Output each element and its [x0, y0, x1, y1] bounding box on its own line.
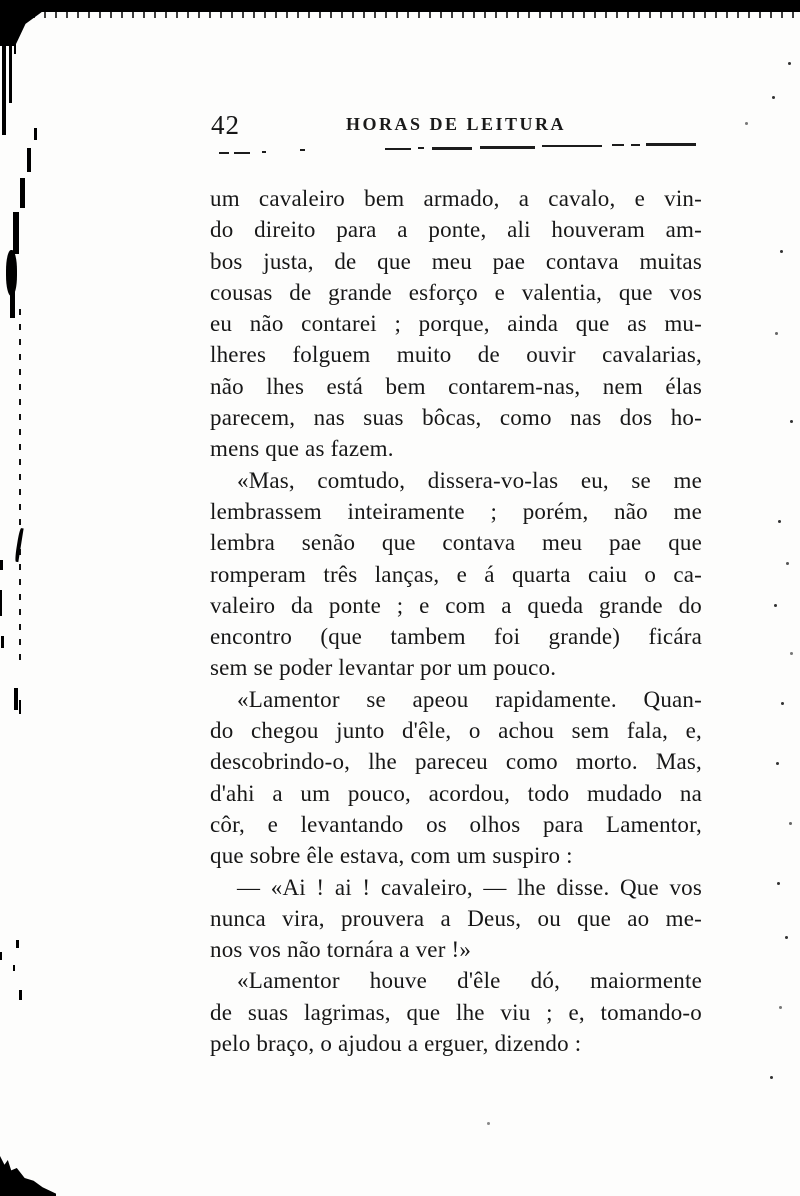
text-line: valeiro da ponte ; e com a queda grande do: [210, 592, 702, 618]
text-line: que sobre êle estava, com um suspiro :: [210, 843, 573, 869]
binding-smudge: [10, 292, 15, 318]
text-line: mens que as fazem.: [210, 436, 394, 462]
scan-speckle: [779, 1006, 782, 1009]
scan-speckle: [786, 562, 789, 565]
binding-smudge: [27, 148, 31, 172]
text-line: «Mas, comtudo, dissera-vo-las eu, se me: [237, 467, 702, 493]
text-line: romperam três lanças, e á quarta caiu o ca-: [210, 561, 702, 587]
binding-smudge: [9, 28, 12, 103]
text-line: côr, e levantando os olhos para Lamentor,: [210, 811, 702, 837]
text-line: um cavaleiro bem armado, a cavalo, e vin-: [210, 186, 702, 211]
scan-speckle: [770, 1076, 773, 1079]
binding-smudge: [14, 528, 23, 562]
binding-smudge: [2, 40, 6, 135]
scan-speckle: [790, 652, 793, 655]
text-line: nos vos não tornára a ver !»: [210, 937, 472, 963]
binding-smudge: [13, 965, 15, 971]
page-number: 42: [211, 110, 240, 140]
scan-speckle: [780, 250, 783, 253]
text-line: nunca vira, prouvera a Deus, ou que ao me-: [210, 905, 702, 931]
scan-speckle: [745, 122, 748, 125]
page-body-text: [210, 183, 702, 1059]
text-line: descobrindo-o, lhe pareceu como morto. Mas,: [210, 749, 702, 775]
running-title: HORAS DE LEITURA: [345, 114, 567, 134]
binding-crease-dotted-line: [19, 300, 21, 660]
text-line: cousas de grande esforço e valentia, que vos: [210, 279, 702, 305]
text-line: pelo braço, o ajudou a erguer, dizendo :: [210, 1031, 582, 1057]
text-line: «Lamentor houve d'êle dó, maiormente: [237, 968, 702, 994]
text-line: do direito para a ponte, ali houveram am-: [210, 217, 702, 243]
text-line: de suas lagrimas, que lhe viu ; e, tomando-o: [210, 999, 702, 1025]
scan-speckle: [778, 520, 781, 523]
scan-speckle: [772, 96, 775, 99]
text-line: d'ahi a um pouco, acordou, todo mudado na: [210, 780, 702, 806]
scan-speckle: [775, 332, 778, 335]
text-line: bos justa, de que meu pae contava muitas: [210, 248, 702, 274]
binding-smudge: [20, 178, 25, 208]
scan-speckle: [777, 882, 780, 885]
text-line: não lhes está bem contarem-nas, nem élas: [210, 373, 702, 399]
scan-artifact-bottom-left-corner: [0, 1156, 56, 1196]
binding-smudge: [14, 8, 16, 54]
text-line: parecem, nas suas bôcas, como nas dos ho-: [210, 405, 702, 431]
scan-speckle: [487, 1122, 490, 1125]
binding-smudge: [19, 990, 22, 1000]
text-line: lembrassem inteiramente ; porém, não me: [210, 498, 702, 524]
text-line: sem se poder levantar por um pouco.: [210, 655, 557, 681]
binding-smudge: [19, 700, 21, 714]
text-line: «Lamentor se apeou rapidamente. Quan-: [237, 686, 702, 712]
text-line: do chegou junto d'êle, o achou sem fala, e,: [210, 718, 702, 744]
scan-speckle: [776, 762, 779, 765]
binding-smudge: [13, 212, 19, 254]
scan-speckle: [790, 420, 793, 423]
scan-artifact-top-band: [0, 0, 800, 12]
text-line: — «Ai ! ai ! cavaleiro, — lhe disse. Que vos: [237, 874, 702, 900]
text-line: encontro (que tambem foi grande) ficára: [210, 624, 702, 650]
scan-speckle: [789, 822, 792, 825]
scan-artifact-top-band-ragged: [0, 12, 800, 18]
binding-smudge: [1, 636, 4, 648]
binding-smudge: [34, 128, 37, 140]
binding-smudge: [16, 940, 19, 948]
scan-speckle: [781, 702, 784, 705]
binding-smudge: [0, 590, 2, 616]
binding-smudge: [6, 250, 17, 296]
binding-smudge: [0, 560, 3, 570]
text-line: eu não contarei ; porque, ainda que as mu-: [210, 311, 702, 337]
binding-smudge: [0, 952, 2, 960]
text-line: lembra senão que contava meu pae que: [210, 530, 702, 556]
text-line: lheres folguem muito de ouvir cavalarias,: [210, 342, 702, 368]
scan-speckle: [785, 936, 788, 939]
scan-speckle: [788, 62, 791, 65]
binding-smudge: [14, 688, 18, 710]
scan-speckle: [774, 604, 777, 607]
